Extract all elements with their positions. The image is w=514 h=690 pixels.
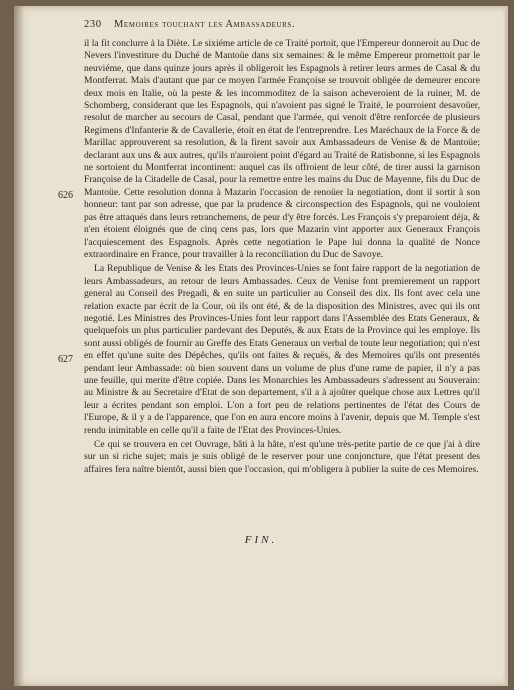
page-number: 230 — [84, 19, 102, 30]
paragraph: il la fit conclurre à la Diète. Le sixiéme article de ce Traité portoit, que l'Empereur donneroit au Duc de Nevers l'investiture du Duché de Mantoüe dans six semaines: & le même Empereur promettoit par le neuviéme, que dans quinze jours après il obligeroit les Espagnols à retirer leurs armes de Casal & du Montferrat. Mais d'autant que par ce moyen l'armée Françoise se trouvoit obligée de demeurer encore deux mois en Italie, où la peste & les incommoditez de la saison acheveroient de la ruiner, M. de Schomberg, considerant que les Espagnols, qui n'avoient pas signé le Traité, le pourroient desavoüer, resolut de marcher au secours de Casal, pendant que l'armée, qui venoit d'être renforcée de plusieurs Regimens d'Infanterie & de Cavallerie, étoit en état de l'entreprendre. Les Maréchaux de la Force & de Marillac approuverent sa resolution, & la firent savoir aux Ambassadeurs de Venise & de Mantoüe; declarant aux uns & aux autres, qu'ils n'auroient point d'égard au Traité de Ratisbonne, si les Espagnols ne sortoient du Montferrat incontinent: auquel cas ils offroient de leur côté, de tirer aussi la garnison Françoise de la Citadelle de Casal, pour la remettre entre les mains du Duc de Mayenne, fils du Duc de Mantoüe. Cette resolution donna à Mazarin l'occasion de renoüer la negotiation, dont il sortit à son honneur: tant par son adresse, que par la prudence & circonspection des Espagnols, qui ne vouloient pas être attaqués dans leurs retranchemens, de peur d'y être forcés. Les François s'y preparoient déja, & n'en étoient éloignés que de cinq cens pas, lors que Mazarin vint apporter aux Generaux François l'acquiescement des Espagnols. Après cette negotiation le Pape lui donna la qualité de Nonce extraordinaire en France, pour travailler à la reconciliation du Duc de Savoye. — [84, 38, 480, 260]
book-spine-shadow — [14, 6, 24, 686]
paragraph: Ce qui se trouvera en cet Ouvrage, bâti à la hâte, n'est qu'une très-petite partie de ce que j'ai à dire sur un si riche sujet; mais je suis obligé de le reserver pour une conjoncture, que l'état present des affaires fera naître bientôt, aussi bien que l'occasion, qui m'obligera à publier la suite de ces Memoires. — [84, 439, 480, 475]
fin-marker: FIN. — [244, 534, 278, 546]
marginal-number: 627 — [58, 354, 73, 365]
running-title: Memoires touchant les Ambassadeurs. — [114, 19, 296, 30]
marginal-number: 626 — [58, 190, 73, 201]
body-text — [84, 38, 480, 478]
paragraph: La Republique de Venise & les Etats des Provinces-Unies se font faire rapport de la negotiation de leurs Ambassadeurs, au retour de leurs Ambassades. Ceux de Venise font premierement un rapport general au Conseil des Pregadi, & en suite un particulier au Conseil des dix. Ils font avec cela une relation exacte par écrit de la Cour, où ils ont été, & de la disposition des Ministres, avec qui ils ont negotié. Les Ministres des Provinces-Unies font leur rapport dans l'Assemblée des Etats Generaux, & quelquefois un plus particulier pardevant des Deputés, & aux Etats de la Province qui les employe. Ils sont aussi obligés de fournir au Greffe des Etats Generaux un verbal de toute leur negotiation; qui n'est en effet qu'une suite des Dépêches, qu'ils ont faites & reçuës, & des Memoires qu'ils ont presentés pendant leur Ambassade: où bien souvent dans un volume de plus d'une rame de papier, il n'y a pas une feuille, qui merite d'être copiée. Dans les Monarchies les Ambassadeurs s'adressent au Souverain: au Ministre & au Secretaire d'Etat de son departement, s'il a à ajoûter quelque chose aux Lettres qu'il leur a écrites pendant son emploi. L'on a fort peu de relations pertinentes de l'état des Cours de l'Europe, & il y a de l'apparence, que l'on en aura encore moins à l'avenir, depuis que M. Temple s'est rendu inimitable en celle qu'il a faite de l'Etat des Provinces-Unies. — [84, 263, 480, 436]
page-edge — [505, 6, 508, 686]
book-page — [14, 6, 508, 686]
page-header — [84, 19, 480, 33]
